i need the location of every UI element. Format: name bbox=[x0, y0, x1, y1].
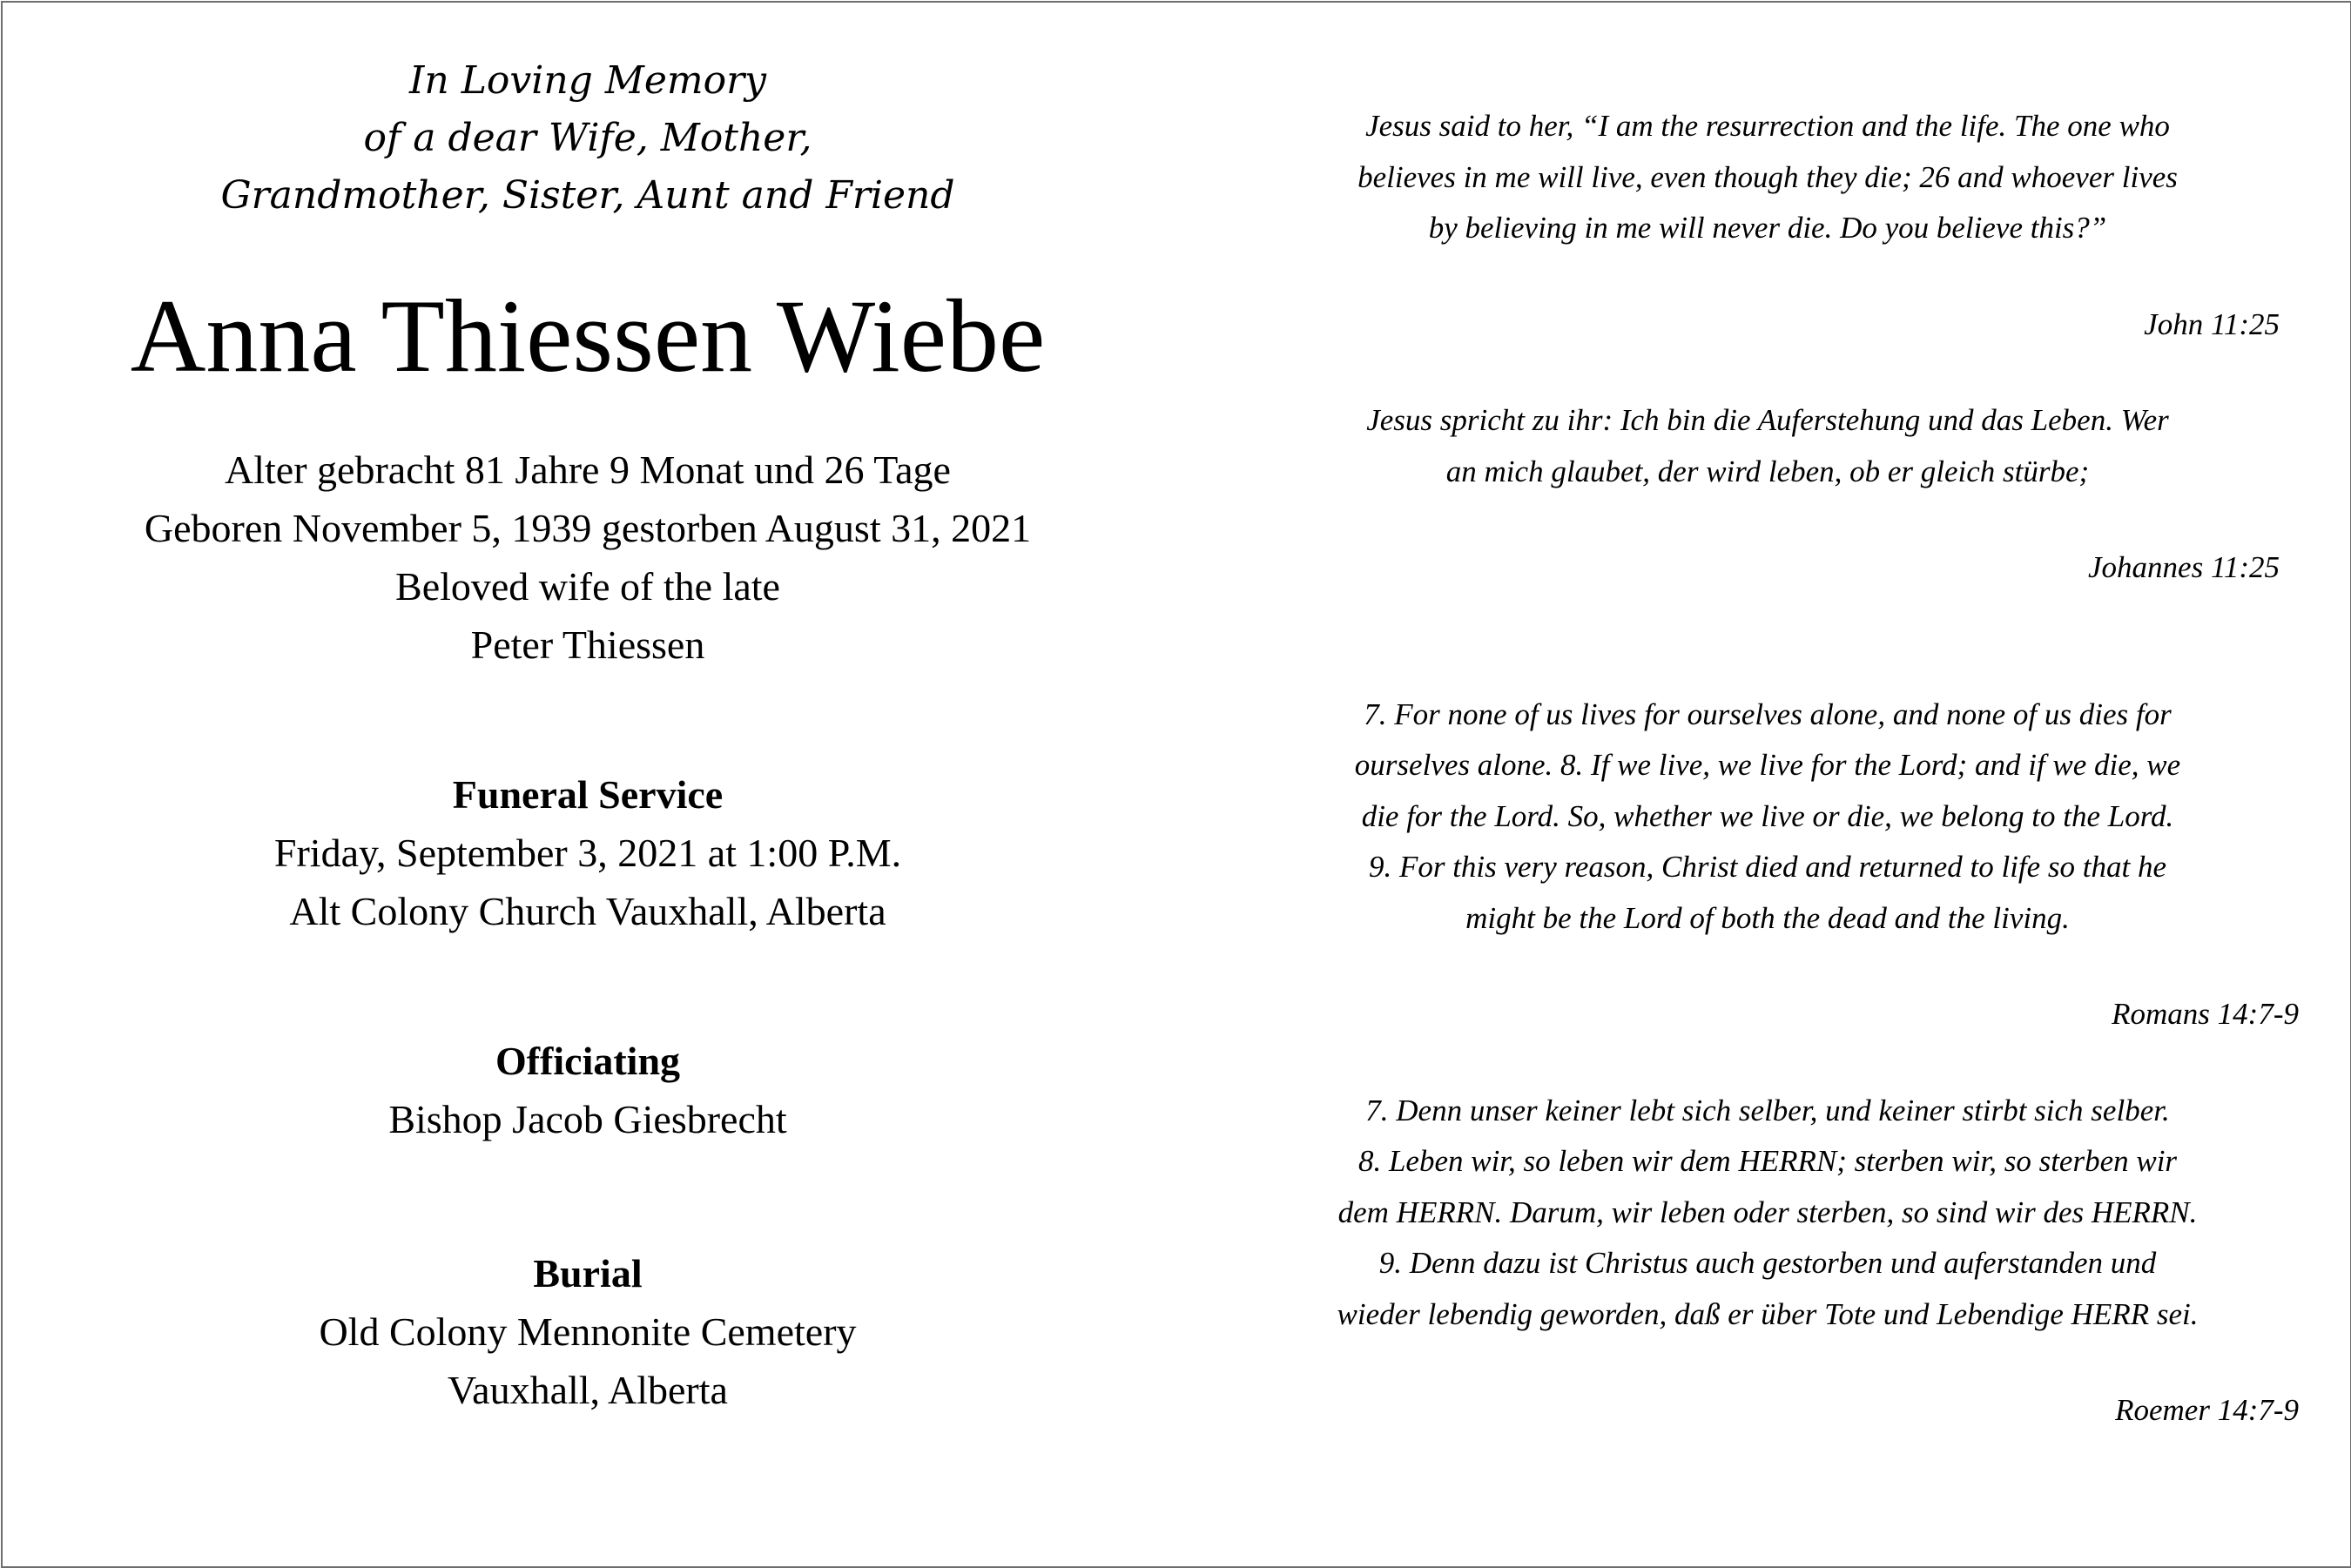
verse-romans bbox=[1236, 690, 2299, 945]
verse-line: Jesus said to her, “I am the resurrection and the life. The one who bbox=[1365, 109, 2170, 143]
verse-line: 9. For this very reason, Christ died and returned to life so that he bbox=[1368, 850, 2167, 884]
section-line: Friday, September 3, 2021 at 1:00 P.M. bbox=[273, 831, 902, 875]
section-line: Bishop Jacob Giesbrecht bbox=[388, 1097, 787, 1141]
section-line: Old Colony Mennonite Cemetery bbox=[319, 1309, 857, 1354]
funeral-service-section bbox=[52, 765, 1123, 940]
section-line: Vauxhall, Alberta bbox=[448, 1368, 728, 1412]
memory-line: Grandmother, Sister, Aunt and Friend bbox=[220, 173, 955, 218]
verse-line: dem HERRN. Darum, wir leben oder sterben, so sind wir des HERRN. bbox=[1337, 1195, 2198, 1229]
verse-line: might be the Lord of both the dead and the living. bbox=[1465, 900, 2070, 935]
life-details bbox=[52, 441, 1123, 674]
verse-line: wieder lebendig geworden, daß er über Tote und Lebendige HERR sei. bbox=[1337, 1296, 2199, 1331]
section-line: Alt Colony Church Vauxhall, Alberta bbox=[289, 889, 886, 933]
verse-john bbox=[1236, 101, 2299, 254]
in-loving-memory bbox=[52, 52, 1123, 225]
verse-line: 7. For none of us lives for ourselves alone, and none of us dies for bbox=[1364, 697, 2172, 731]
detail-line: Peter Thiessen bbox=[470, 622, 705, 667]
verse-line: die for the Lord. So, whether we live or die, we belong to the Lord. bbox=[1361, 798, 2174, 833]
section-heading: Funeral Service bbox=[452, 772, 724, 817]
verse-line: believes in me will live, even though they die; 26 and whoever lives bbox=[1357, 159, 2178, 194]
verse-reference: John 11:25 bbox=[2144, 306, 2280, 341]
memorial-column bbox=[52, 52, 1123, 1419]
verse-line: by believing in me will never die. Do you believe this?” bbox=[1428, 211, 2107, 245]
verse-roemer bbox=[1236, 1086, 2299, 1341]
verse-line: 7. Denn unser keiner lebt sich selber, und keiner stirbt sich selber. bbox=[1365, 1093, 2170, 1127]
verse-line: 8. Leben wir, so leben wir dem HERRN; sterben wir, so sterben wir bbox=[1357, 1144, 2178, 1178]
verse-line: 9. Denn dazu ist Christus auch gestorben und auferstanden und bbox=[1378, 1246, 2157, 1280]
scripture-column bbox=[1236, 101, 2299, 1437]
memory-line: In Loving Memory bbox=[408, 58, 767, 103]
officiating-section bbox=[52, 1032, 1123, 1148]
detail-line: Alter gebracht 81 Jahre 9 Monat und 26 Tage bbox=[225, 448, 951, 492]
memory-line: of a dear Wife, Mother, bbox=[363, 116, 812, 160]
verse-line: an mich glaubet, der wird leben, ob er gleich stürbe; bbox=[1445, 454, 2090, 488]
verse-line: ourselves alone. 8. If we live, we live for the Lord; and if we die, we bbox=[1354, 748, 2181, 782]
verse-line: Jesus spricht zu ihr: Ich bin die Auferstehung und das Leben. Wer bbox=[1366, 403, 2169, 437]
verse-reference: Roemer 14:7-9 bbox=[2115, 1393, 2299, 1427]
detail-line: Geboren November 5, 1939 gestorben August 31, 2021 bbox=[144, 506, 1032, 550]
section-heading: Officiating bbox=[495, 1039, 681, 1083]
verse-reference: Johannes 11:25 bbox=[2088, 550, 2280, 584]
deceased-name: Anna Thiessen Wiebe bbox=[130, 278, 1046, 394]
burial-section bbox=[52, 1244, 1123, 1419]
verse-reference: Romans 14:7-9 bbox=[2112, 997, 2299, 1031]
section-heading: Burial bbox=[533, 1251, 643, 1295]
detail-line: Beloved wife of the late bbox=[395, 564, 780, 609]
verse-johannes bbox=[1236, 395, 2299, 497]
